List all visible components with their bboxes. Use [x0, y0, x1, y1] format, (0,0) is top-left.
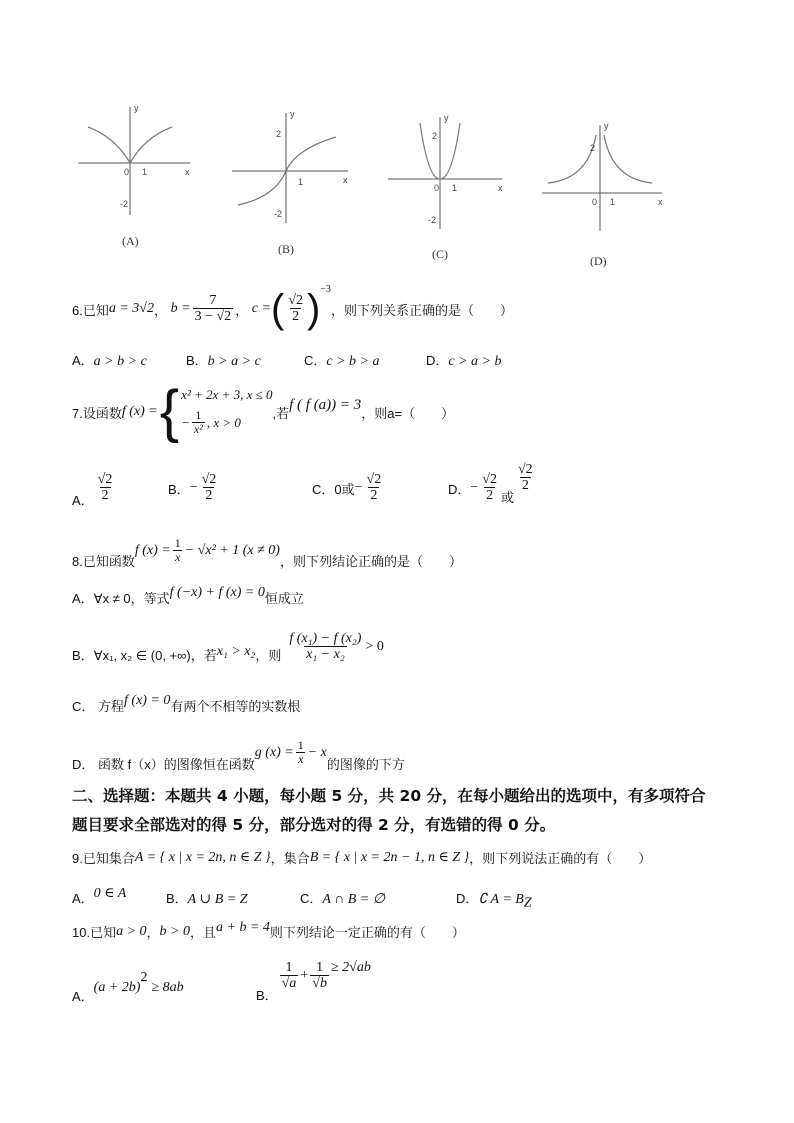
q8-opt-d-tail: 的图像的下方 — [326, 756, 405, 772]
q9-set-a: A = { x | x = 2n, n ∈ Z } — [134, 850, 271, 865]
q7-opt-d-or: 或 — [500, 489, 514, 505]
q7-case2-num: 1 — [195, 408, 202, 422]
q7-opt-d-label: D． — [448, 481, 471, 497]
q9-option-c[interactable] — [300, 888, 385, 908]
q6-b-frac — [193, 293, 234, 325]
q6-option-a[interactable] — [72, 350, 147, 370]
graph-d-origin: 0 — [592, 197, 598, 207]
q6-opt-d-expr: c > a > b — [448, 354, 502, 369]
q9-opt-b-label: B． — [166, 891, 188, 906]
q7-opt-c-sign: − — [354, 480, 363, 495]
q8-opt-b-label: B．∀x₁, x₂ ∈ (0, +∞)，若 — [72, 647, 217, 663]
q6-c-exp: −3 — [320, 284, 331, 295]
q8-opt-d-num: 1 — [297, 738, 304, 752]
q10-cond3: a + b = 4 — [216, 919, 270, 935]
graph-d-tick-1: 1 — [610, 197, 616, 207]
q9-set-b: B = { x | x = 2n − 1, n ∈ Z } — [309, 850, 470, 865]
q9-opt-c-expr: A ∩ B = ∅ — [322, 892, 385, 907]
q7-opt-b-den: 2 — [205, 488, 213, 504]
q10-cond2: b > 0 — [159, 923, 190, 939]
q8-f-den: x — [175, 550, 181, 565]
graph-b-tick-neg2: -2 — [274, 209, 283, 219]
q7-opt-d-num2: √2 — [518, 461, 533, 477]
graph-b-tick-1: 1 — [298, 177, 304, 187]
q8-opt-a-label: A．∀x ≠ 0，等式 — [72, 591, 170, 606]
q10-opt-a-rest: ≥ 8ab — [151, 979, 184, 995]
graph-c-tick-2: 2 — [432, 131, 438, 141]
graph-d-y-label: y — [604, 121, 609, 131]
q9-stem — [72, 848, 651, 867]
q8-opt-b-then: ，则 — [255, 647, 282, 663]
q8-opt-c-label: C． 方程 — [72, 699, 125, 714]
q9-options — [72, 886, 672, 911]
q10-cond1: a > 0 — [116, 923, 147, 939]
section2-heading-line1: 二、选择题：本题共 4 小题，每小题 5 分，共 20 分，在每小题给出的选项中，有多项符合 — [72, 787, 706, 805]
graph-a-tick-neg2: -2 — [120, 199, 129, 209]
graph-c-tick-neg2: -2 — [428, 215, 437, 225]
q9-opt-d-expr: ∁ A = B — [478, 892, 524, 907]
q7-case2-cond: , x > 0 — [206, 414, 241, 430]
q8-opt-b-den: x₁ − x₂ — [306, 647, 345, 663]
q6-option-d[interactable] — [426, 350, 502, 370]
q8-option-b[interactable] — [72, 624, 384, 670]
graph-d-tick-2: 2 — [590, 143, 596, 153]
q8-opt-c-expr: f (x) = 0 — [124, 692, 171, 708]
q10-opt-b-rest: ≥ 2√ab — [330, 960, 371, 975]
q9-opt-a-expr: 0 ∈ A — [93, 886, 127, 901]
graph-a-label: (A) — [122, 234, 139, 248]
q6-opt-c-expr: c > b > a — [326, 354, 380, 369]
q8-opt-a-tail: 恒成立 — [264, 591, 304, 606]
q6-opt-d-label: D． — [426, 353, 449, 368]
q9-opt-d-sub: Z — [523, 895, 532, 911]
q6-prefix: 6.已知 — [72, 302, 109, 318]
q10-prefix: 10.已知 — [72, 925, 117, 940]
q6-opt-b-expr: b > a > c — [207, 354, 261, 369]
q8-opt-d-lhs: g (x) = — [254, 745, 294, 760]
q10-opt-b-plus: + — [300, 968, 309, 983]
q6-b-num: 7 — [209, 292, 217, 308]
section2-heading-line2: 题目要求全部选对的得 5 分，部分选对的得 2 分，有选错的得 0 分。 — [72, 816, 556, 834]
q9-prefix: 9.已知集合 — [72, 851, 135, 866]
q7-opt-c-num: √2 — [366, 471, 382, 487]
graph-a-y-label: y — [134, 103, 139, 113]
q7-case2-sign: − — [181, 414, 190, 430]
graph-c-x-label: x — [498, 183, 503, 193]
q10-suffix: 则下列结论一定正确的有（ ） — [269, 925, 465, 940]
q9-suffix: ，则下列说法正确的有（ ） — [469, 851, 652, 866]
graph-c-y-label: y — [444, 113, 449, 123]
q10-opt-a-label: A． — [72, 989, 94, 1004]
q9-opt-c-label: C． — [300, 891, 323, 906]
q8-opt-b-num: f (x₁) − f (x₂) — [289, 630, 362, 646]
graph-a-origin: 0 — [124, 167, 130, 177]
q7-opt-b-sign: − — [189, 480, 198, 495]
graph-a-x-label: x — [185, 167, 190, 177]
q6-opt-a-label: A． — [72, 353, 94, 368]
graph-a — [78, 103, 190, 248]
q7-mid: ,若 — [272, 405, 290, 421]
q6-c-lhs: c = — [251, 301, 271, 316]
q6-option-b[interactable] — [186, 350, 261, 370]
q7-opt-a-label: A． — [72, 492, 94, 508]
q10-opt-b-num2: 1 — [316, 959, 324, 975]
q7-option-d[interactable] — [448, 458, 537, 518]
q10-option-b[interactable] — [256, 950, 371, 1002]
q6-opt-b-label: B． — [186, 353, 208, 368]
q9-opt-b-expr: A ∪ B = Z — [187, 892, 248, 907]
q7-options — [72, 458, 672, 518]
q7-case1: x² + 2x + 3, x ≤ 0 — [181, 387, 273, 402]
q6-b-den: 3 − √2 — [194, 309, 232, 325]
q8-opt-b-rel: > 0 — [365, 639, 384, 654]
q8-option-d[interactable] — [72, 732, 405, 774]
graph-b-x-label: x — [343, 175, 348, 185]
q10-opt-b-den1: √a — [281, 976, 297, 992]
q6-c-den: 2 — [292, 309, 300, 325]
q10-opt-a-exp: 2 — [140, 970, 148, 985]
graph-b-tick-2: 2 — [276, 129, 282, 139]
q10-opt-b-den2: √b — [312, 976, 327, 992]
q7-option-a[interactable] — [72, 458, 116, 518]
q8-opt-c-tail: 有两个不相等的实数根 — [170, 699, 301, 714]
q9-option-b[interactable] — [166, 888, 248, 908]
q8-option-a[interactable] — [72, 584, 304, 607]
q10-comma: ， — [146, 925, 160, 940]
graph-d-label: (D) — [590, 254, 607, 268]
q6-option-c[interactable] — [304, 350, 380, 370]
q7-opt-d-den2: 2 — [521, 478, 529, 494]
q10-mid: ，且 — [190, 925, 217, 940]
graph-d — [542, 121, 663, 268]
q8-opt-d-label: D． 函数 f（x）的图像恒在函数 — [72, 756, 255, 772]
q8-f-rest: − √x² + 1 (x ≠ 0) — [184, 543, 280, 558]
q10-opt-b-label: B． — [256, 987, 278, 1003]
q8-prefix: 8.已知函数 — [72, 553, 135, 569]
q10-stem — [72, 919, 465, 941]
q7-opt-b-label: B． — [168, 481, 190, 497]
q7-f-lhs: f (x) = — [121, 404, 158, 419]
q9-opt-a-label: A． — [72, 891, 94, 906]
q6-c-frac — [286, 293, 305, 325]
q8-f-lhs: f (x) = — [134, 543, 171, 558]
q7-opt-c-den: 2 — [370, 488, 378, 504]
q6-opt-a-expr: a > b > c — [93, 354, 147, 369]
q7-case2-den: x² — [193, 422, 203, 437]
q10-option-a[interactable] — [72, 970, 184, 1005]
graph-c-tick-1: 1 — [452, 183, 458, 193]
q8-suffix: ，则下列结论正确的是（ ） — [279, 553, 462, 569]
graph-b-label: (B) — [278, 242, 294, 256]
q6-opt-c-label: C． — [304, 353, 327, 368]
graph-d-x-label: x — [658, 197, 663, 207]
q7-option-c[interactable] — [312, 458, 385, 518]
q7-prefix: 7.设函数 — [72, 405, 122, 421]
q6-c-num: √2 — [288, 292, 303, 308]
q7-stem: 7.设函数 f (x) = { x² + 2x + 3, x ≤ 0 − $\frac{1}{\text{x²}}$ , x > 0 ,若 f ( f (a)) = 3 ，则a=（ ） — [72, 379, 455, 444]
q6-stem: 6.已知 a = 3√2 ， b = $\frac{7}{3 - √2}$ ， c = ( $\frac{√2}{2}$ ) −3 ，则下列关系正确的是（ ） — [72, 284, 513, 331]
graph-c-origin: 0 — [434, 183, 440, 193]
q7-opt-d-num: √2 — [482, 471, 497, 487]
q8-option-c[interactable] — [72, 692, 301, 715]
graph-c-label: (C) — [432, 247, 448, 261]
q7-opt-a-num: √2 — [97, 471, 113, 487]
q10-opt-b-num1: 1 — [285, 959, 293, 975]
q8-f-num: 1 — [174, 536, 181, 550]
q7-option-b[interactable] — [168, 458, 220, 518]
q7-opt-d-den: 2 — [486, 488, 494, 504]
q6-a-def: a = 3√2 — [108, 301, 154, 316]
q7-opt-d-sign: − — [470, 480, 479, 495]
q9-mid: ，集合 — [270, 851, 310, 866]
q8-stem — [72, 530, 462, 572]
q8-opt-b-cond: x₁ > x₂ — [216, 644, 256, 659]
q7-suffix: ，则a=（ ） — [361, 405, 455, 421]
q9-opt-d-label: D． — [456, 891, 479, 906]
q8-opt-d-rest: − x — [307, 745, 327, 760]
q6-b-lhs: b = — [170, 301, 191, 316]
q10-opt-a-expr: (a + 2b) — [93, 979, 141, 995]
q8-opt-a-expr: f (−x) + f (x) = 0 — [169, 584, 265, 600]
q7-opt-a-den: 2 — [101, 488, 109, 504]
q6-suffix: ，则下列关系正确的是（ ） — [330, 302, 513, 318]
q6-options — [72, 350, 672, 370]
q9-option-d[interactable] — [456, 888, 532, 912]
graph-c — [388, 113, 503, 261]
q7-opt-c-label: C．0或 — [312, 481, 355, 497]
graph-b-y-label: y — [290, 109, 295, 119]
function-graphs — [70, 95, 680, 275]
q9-option-a[interactable] — [72, 888, 126, 907]
graph-b — [232, 109, 348, 256]
graph-a-tick-1: 1 — [142, 167, 148, 177]
q7-cond: f ( f (a)) = 3 — [289, 396, 362, 413]
q7-opt-b-num: √2 — [201, 471, 217, 487]
q8-opt-d-den: x — [298, 752, 304, 767]
